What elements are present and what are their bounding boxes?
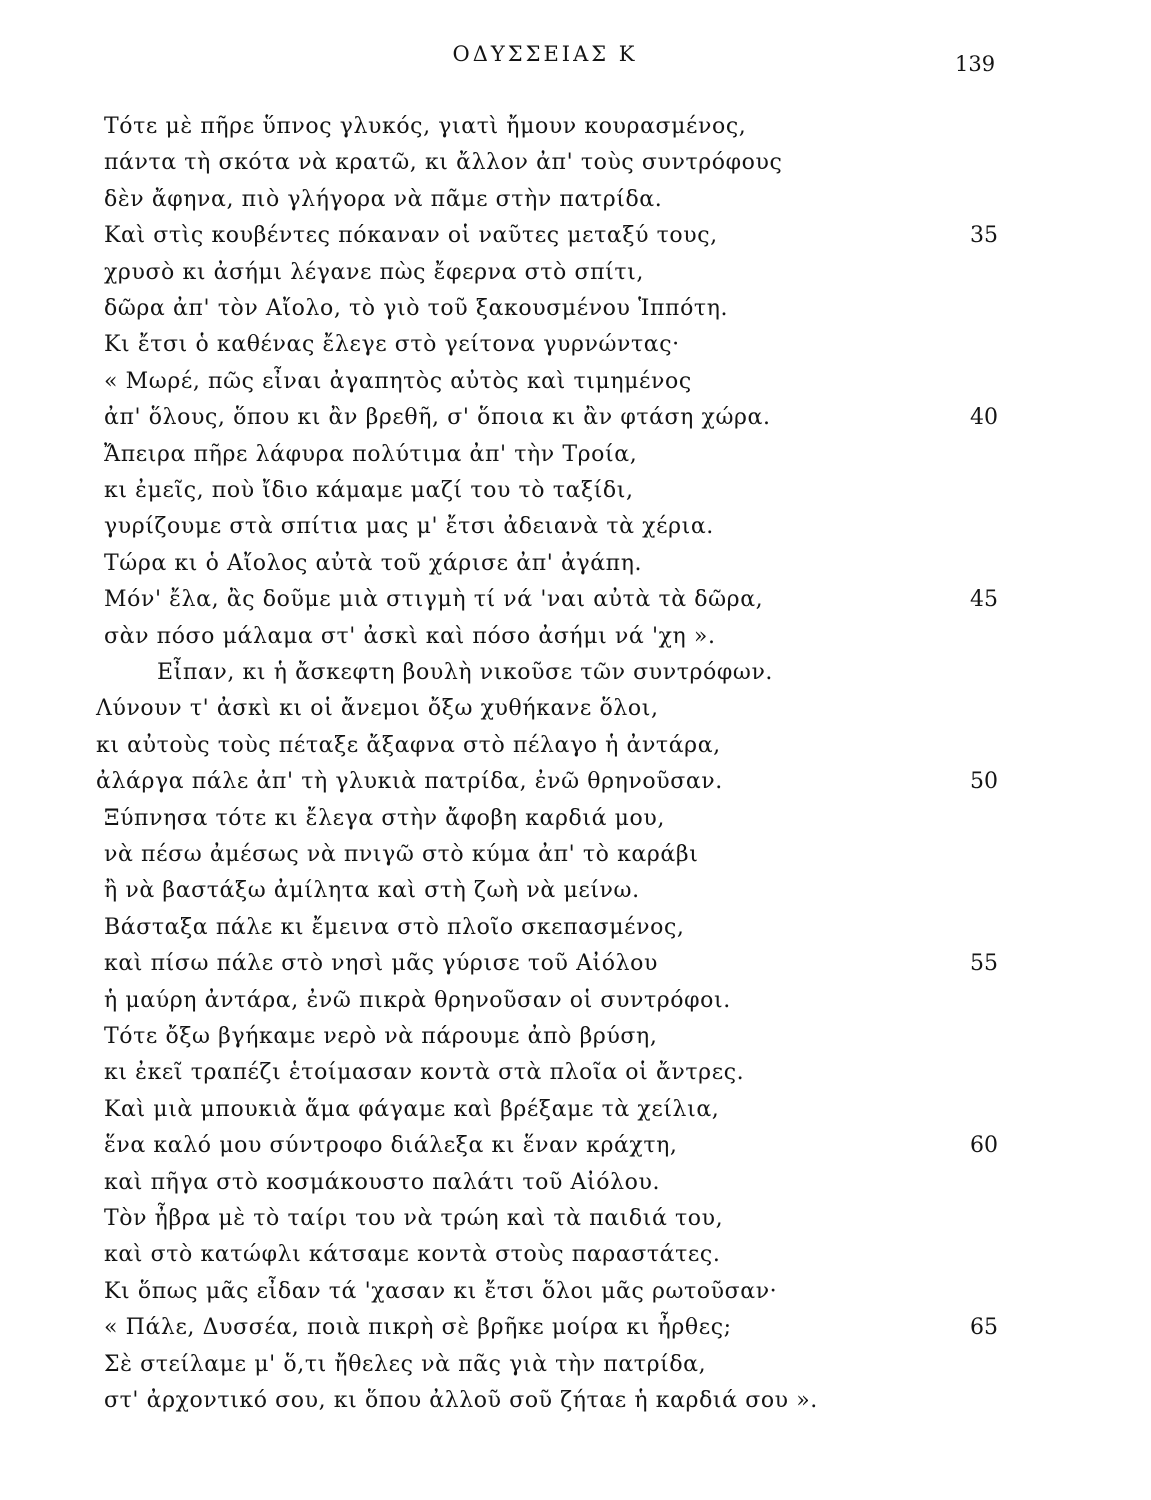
page-number: 139 — [955, 52, 996, 76]
line-number: 55 — [970, 951, 998, 976]
verse-line: « Μωρέ, πῶς εἶναι ἀγαπητὸς αὐτὸς καὶ τιμημένος — [104, 369, 692, 394]
verse-line: Τότε μὲ πῆρε ὕπνος γλυκός, γιατὶ ἤμουν κουρασμένος, — [104, 114, 747, 139]
line-number: 45 — [970, 587, 998, 612]
verse-line: Σὲ στείλαμε μ' ὅ,τι ἤθελες νὰ πᾶς γιὰ τὴν πατρίδα, — [104, 1352, 707, 1377]
verse-line: δῶρα ἀπ' τὸν Αἴολο, τὸ γιὸ τοῦ ξακουσμένου Ἱππότη. — [104, 296, 729, 321]
verse-line: χρυσὸ κι ἀσήμι λέγανε πὼς ἔφερνα στὸ σπίτι, — [104, 260, 644, 285]
verse-line: δὲν ἄφηνα, πιὸ γλήγορα νὰ πᾶμε στὴν πατρίδα. — [104, 187, 663, 212]
verse-line: ἕνα καλό μου σύντροφο διάλεξα κι ἕναν κράχτη, — [104, 1133, 678, 1158]
line-number: 35 — [970, 223, 998, 248]
verse-line: « Πάλε, Δυσσέα, ποιὰ πικρὴ σὲ βρῆκε μοίρα κι ἦρθες; — [104, 1315, 732, 1340]
verse-line: νὰ πέσω ἀμέσως νὰ πνιγῶ στὸ κύμα ἀπ' τὸ καράβι — [104, 842, 699, 867]
line-number: 60 — [970, 1133, 998, 1158]
verse-line: Καὶ μιὰ μπουκιὰ ἅμα φάγαμε καὶ βρέξαμε τὰ χείλια, — [104, 1097, 720, 1122]
verse-line: ἀπ' ὅλους, ὅπου κι ἂν βρεθῆ, σ' ὅποια κι ἂν φτάση χώρα. — [104, 405, 771, 430]
verse-line: κι ἐμεῖς, ποὺ ἴδιο κάμαμε μαζί του τὸ ταξίδι, — [104, 478, 634, 503]
verse-line: Κι ὅπως μᾶς εἶδαν τά 'χασαν κι ἔτσι ὅλοι μᾶς ρωτοῦσαν· — [104, 1279, 778, 1304]
line-number: 50 — [970, 769, 998, 794]
verse-line: Μόν' ἔλα, ἂς δοῦμε μιὰ στιγμὴ τί νά 'ναι αὐτὰ τὰ δῶρα, — [104, 587, 764, 612]
line-number: 40 — [970, 405, 998, 430]
verse-line: καὶ πῆγα στὸ κοσμάκουστο παλάτι τοῦ Αἰόλου. — [104, 1170, 661, 1195]
verse-line: κι αὐτοὺς τοὺς πέταξε ἄξαφνα στὸ πέλαγο ἡ ἀντάρα, — [96, 733, 721, 758]
verse-line: πάντα τὴ σκότα νὰ κρατῶ, κι ἄλλον ἀπ' τοὺς συντρόφους — [104, 150, 783, 175]
verse-line: γυρίζουμε στὰ σπίτια μας μ' ἔτσι ἀδειανὰ τὰ χέρια. — [104, 514, 714, 539]
verse-line: κι ἐκεῖ τραπέζι ἑτοίμασαν κοντὰ στὰ πλοῖα οἱ ἄντρες. — [104, 1060, 745, 1085]
verse-line: Βάσταξα πάλε κι ἔμεινα στὸ πλοῖο σκεπασμένος, — [104, 915, 685, 940]
verse-line: Λύνουν τ' ἀσκὶ κι οἱ ἄνεμοι ὄξω χυθήκανε ὅλοι, — [96, 696, 659, 721]
verse-line: ἡ μαύρη ἀντάρα, ἐνῶ πικρὰ θρηνοῦσαν οἱ συντρόφοι. — [104, 988, 731, 1013]
verse-line: καὶ πίσω πάλε στὸ νησὶ μᾶς γύρισε τοῦ Αἰόλου — [104, 951, 658, 976]
verse-line: Τὸν ἦβρα μὲ τὸ ταίρι του νὰ τρώη καὶ τὰ παιδιά του, — [104, 1206, 724, 1231]
verse-line: Ξύπνησα τότε κι ἔλεγα στὴν ἄφοβη καρδιά μου, — [104, 806, 665, 831]
verse-line: σὰν πόσο μάλαμα στ' ἀσκὶ καὶ πόσο ἀσήμι νά 'χη ». — [104, 624, 716, 649]
verse-line: καὶ στὸ κατώφλι κάτσαμε κοντὰ στοὺς παραστάτες. — [104, 1242, 721, 1267]
line-number: 65 — [970, 1315, 998, 1340]
verse-line: Τώρα κι ὁ Αἴολος αὐτὰ τοῦ χάρισε ἀπ' ἀγάπη. — [104, 551, 643, 576]
verse-line: Ἄπειρα πῆρε λάφυρα πολύτιμα ἀπ' τὴν Τροία, — [104, 442, 638, 467]
verse-line: ἀλάργα πάλε ἀπ' τὴ γλυκιὰ πατρίδα, ἐνῶ θρηνοῦσαν. — [96, 769, 723, 794]
verse-line: Τότε ὄξω βγήκαμε νερὸ νὰ πάρουμε ἀπὸ βρύση, — [104, 1024, 658, 1049]
running-header: ΟΔΥΣΣΕΙΑΣ Κ — [452, 42, 638, 66]
verse-line: Εἶπαν, κι ἡ ἄσκεφτη βουλὴ νικοῦσε τῶν συντρόφων. — [157, 660, 774, 685]
verse-line: στ' ἀρχοντικό σου, κι ὅπου ἀλλοῦ σοῦ ζήταε ἡ καρδιά σου ». — [104, 1388, 818, 1413]
verse-line: ἢ νὰ βαστάξω ἀμίλητα καὶ στὴ ζωὴ νὰ μείνω. — [104, 878, 640, 903]
verse-line: Καὶ στὶς κουβέντες πόκαναν οἱ ναῦτες μεταξύ τους, — [104, 223, 718, 248]
verse-line: Κι ἔτσι ὁ καθένας ἔλεγε στὸ γείτονα γυρνώντας· — [104, 332, 680, 357]
